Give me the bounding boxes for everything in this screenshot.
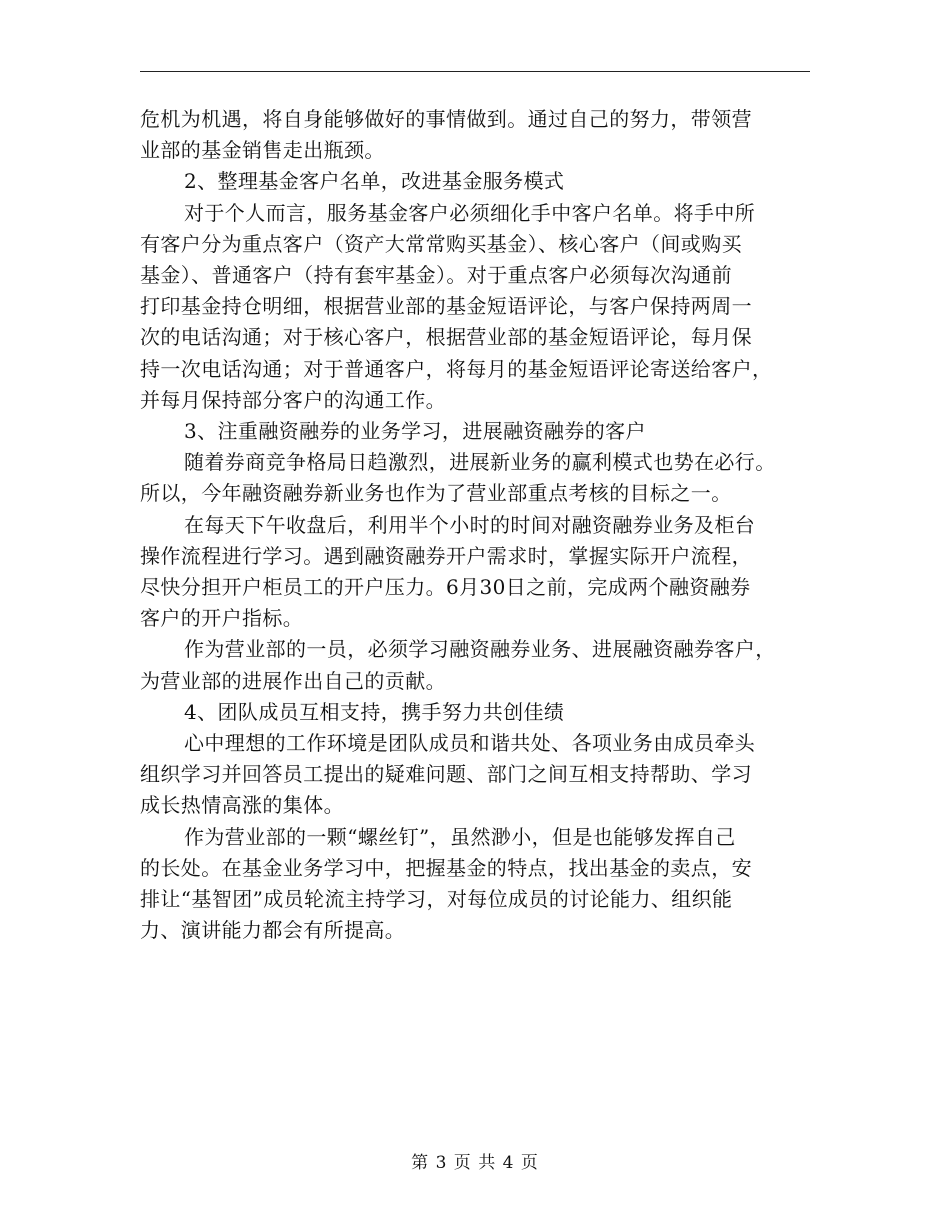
text-line: 危机为机遇，将自身能够做好的事情做到。通过自己的努力，带领营	[140, 107, 752, 131]
section-heading: 3、注重融资融券的业务学习，进展融资融券的客户	[184, 419, 646, 444]
page-number: 第 3 页 共 4 页	[411, 1153, 539, 1173]
text-line: 作为营业部的一颗“螺丝钉”，虽然渺小，但是也能够发挥自己	[184, 824, 736, 849]
text-line: 次的电话沟通；对于核心客户，根据营业部的基金短语评论，每月保	[140, 325, 752, 350]
text-line: 有客户分为重点客户（资产大常常购买基金）、核心客户（间或购买	[140, 231, 742, 256]
text-line: 为营业部的进展作出自己的贡献。	[140, 668, 446, 693]
text-line: 组织学习并回答员工提出的疑难问题、部门之间互相支持帮助、学习	[140, 762, 752, 787]
text-line: 并每月保持部分客户的沟通工作。	[140, 387, 446, 412]
document-body	[140, 104, 808, 946]
text-line: 业部的基金销售走出瓶颈。	[140, 138, 385, 163]
text-line: 对于个人而言，服务基金客户必须细化手中客户名单。将手中所	[184, 200, 756, 225]
text-line: 尽快分担开户柜员工的开户压力。6月30日之前，完成两个融资融券	[140, 575, 751, 600]
text-line: 操作流程进行学习。遇到融资融券开户需求时，掌握实际开户流程，	[140, 543, 752, 568]
text-line: 在每天下午收盘后，利用半个小时的时间对融资融券业务及柜台	[184, 512, 756, 537]
text-line: 所以，今年融资融券新业务也作为了营业部重点考核的目标之一。	[140, 481, 732, 506]
header-rule	[140, 71, 810, 72]
text-line: 客户的开户指标。	[140, 606, 304, 631]
text-line: 成长热情高涨的集体。	[140, 793, 344, 818]
text-line: 持一次电话沟通；对于普通客户，将每月的基金短语评论寄送给客户，	[140, 356, 773, 381]
text-line: 排让“基智团”成员轮流主持学习，对每位成员的讨论能力、组织能	[140, 887, 733, 912]
text-line: 基金）、普通客户（持有套牢基金）。对于重点客户必须每次沟通前	[140, 263, 732, 288]
text-line: 心中理想的工作环境是团队成员和谐共处、各项业务由成员牵头	[184, 731, 756, 756]
text-line: 的长处。在基金业务学习中，把握基金的特点，找出基金的卖点，安	[140, 855, 752, 880]
section-heading: 2、整理基金客户名单，改进基金服务模式	[184, 169, 565, 194]
section-heading: 4、团队成员互相支持，携手努力共创佳绩	[184, 699, 565, 724]
text-line: 作为营业部的一员，必须学习融资融券业务、进展融资融券客户，	[184, 637, 776, 662]
text-line: 打印基金持仓明细，根据营业部的基金短语评论，与客户保持两周一	[140, 294, 752, 319]
text-line: 随着券商竞争格局日趋激烈，进展新业务的赢利模式也势在必行。	[184, 450, 776, 475]
text-line: 力、演讲能力都会有所提高。	[140, 918, 406, 943]
